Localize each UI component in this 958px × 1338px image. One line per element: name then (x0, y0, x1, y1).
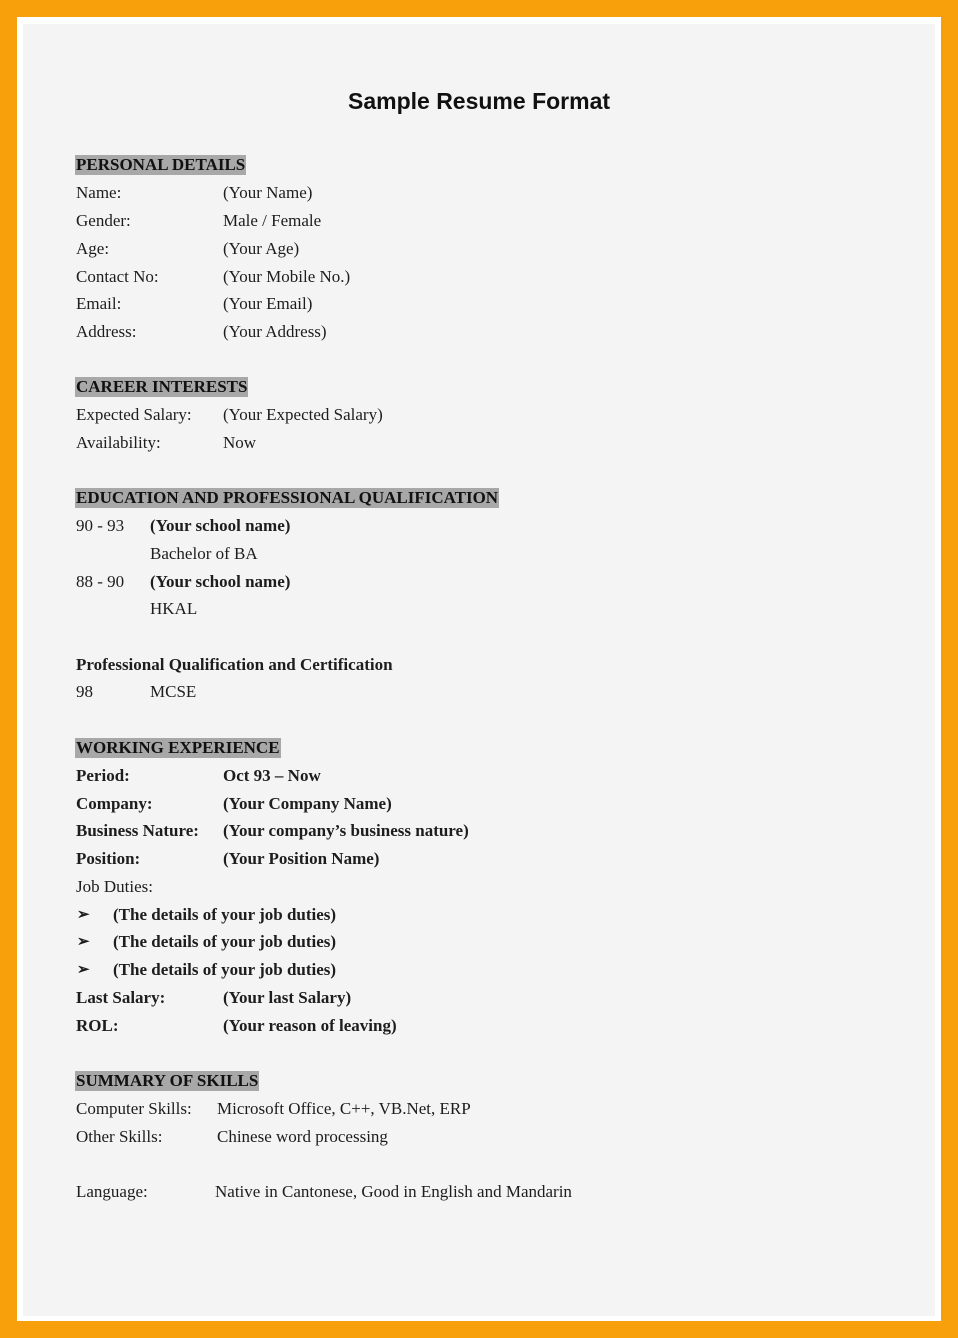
certification-heading: Professional Qualification and Certification (76, 655, 393, 674)
skills-value: Microsoft Office, C++, VB.Net, ERP (217, 1099, 471, 1118)
personal-value: (Your Email) (223, 294, 313, 313)
job-duty-item: (The details of your job duties) (113, 960, 337, 979)
work-label: Position: (76, 849, 141, 868)
bullet-arrow-icon: ➢ (77, 907, 90, 923)
work-value: (Your Company Name) (223, 794, 392, 813)
job-duty-item: (The details of your job duties) (113, 905, 337, 924)
bullet-arrow-icon: ➢ (77, 934, 90, 950)
personal-value: (Your Age) (223, 239, 300, 258)
language-value: Native in Cantonese, Good in English and Mandarin (215, 1182, 572, 1201)
document-title: Sample Resume Format (347, 88, 611, 114)
education-school: (Your school name) (150, 572, 291, 591)
personal-label: Name: (76, 183, 122, 202)
language-label: Language: (76, 1182, 148, 1201)
section-heading-personal: PERSONAL DETAILS (76, 155, 246, 174)
job-duty-item: (The details of your job duties) (113, 932, 337, 951)
bullet-arrow-icon: ➢ (77, 962, 90, 978)
section-heading-career: CAREER INTERESTS (76, 377, 248, 396)
education-degree: Bachelor of BA (150, 544, 258, 563)
work-label: ROL: (76, 1016, 119, 1035)
work-value: (Your Position Name) (223, 849, 380, 868)
career-value: (Your Expected Salary) (223, 405, 383, 424)
education-period: 88 - 90 (76, 572, 125, 591)
job-duties-label: Job Duties: (76, 877, 153, 896)
work-value: (Your reason of leaving) (223, 1016, 397, 1035)
certification-year: 98 (76, 682, 93, 701)
career-value: Now (223, 433, 257, 452)
career-label: Expected Salary: (76, 405, 192, 424)
section-heading-skills: SUMMARY OF SKILLS (76, 1071, 259, 1090)
work-label: Period: (76, 766, 130, 785)
work-value: (Your last Salary) (223, 988, 352, 1007)
work-label: Last Salary: (76, 988, 166, 1007)
career-label: Availability: (76, 433, 161, 452)
personal-label: Gender: (76, 211, 131, 230)
education-period: 90 - 93 (76, 516, 125, 535)
work-value: Oct 93 – Now (223, 766, 321, 785)
skills-label: Other Skills: (76, 1127, 163, 1146)
section-heading-education: EDUCATION AND PROFESSIONAL QUALIFICATION (76, 488, 499, 507)
personal-label: Contact No: (76, 267, 159, 286)
certification-name: MCSE (150, 682, 197, 701)
personal-value: (Your Mobile No.) (223, 267, 351, 286)
education-degree: HKAL (150, 599, 198, 618)
skills-value: Chinese word processing (217, 1127, 388, 1146)
personal-value: (Your Name) (223, 183, 313, 202)
education-school: (Your school name) (150, 516, 291, 535)
personal-value: Male / Female (223, 211, 322, 230)
personal-label: Address: (76, 322, 137, 341)
work-label: Business Nature: (76, 821, 199, 840)
work-label: Company: (76, 794, 153, 813)
personal-value: (Your Address) (223, 322, 327, 341)
personal-label: Age: (76, 239, 110, 258)
personal-label: Email: (76, 294, 122, 313)
skills-label: Computer Skills: (76, 1099, 192, 1118)
section-heading-work: WORKING EXPERIENCE (76, 738, 280, 757)
work-value: (Your company’s business nature) (223, 821, 469, 840)
